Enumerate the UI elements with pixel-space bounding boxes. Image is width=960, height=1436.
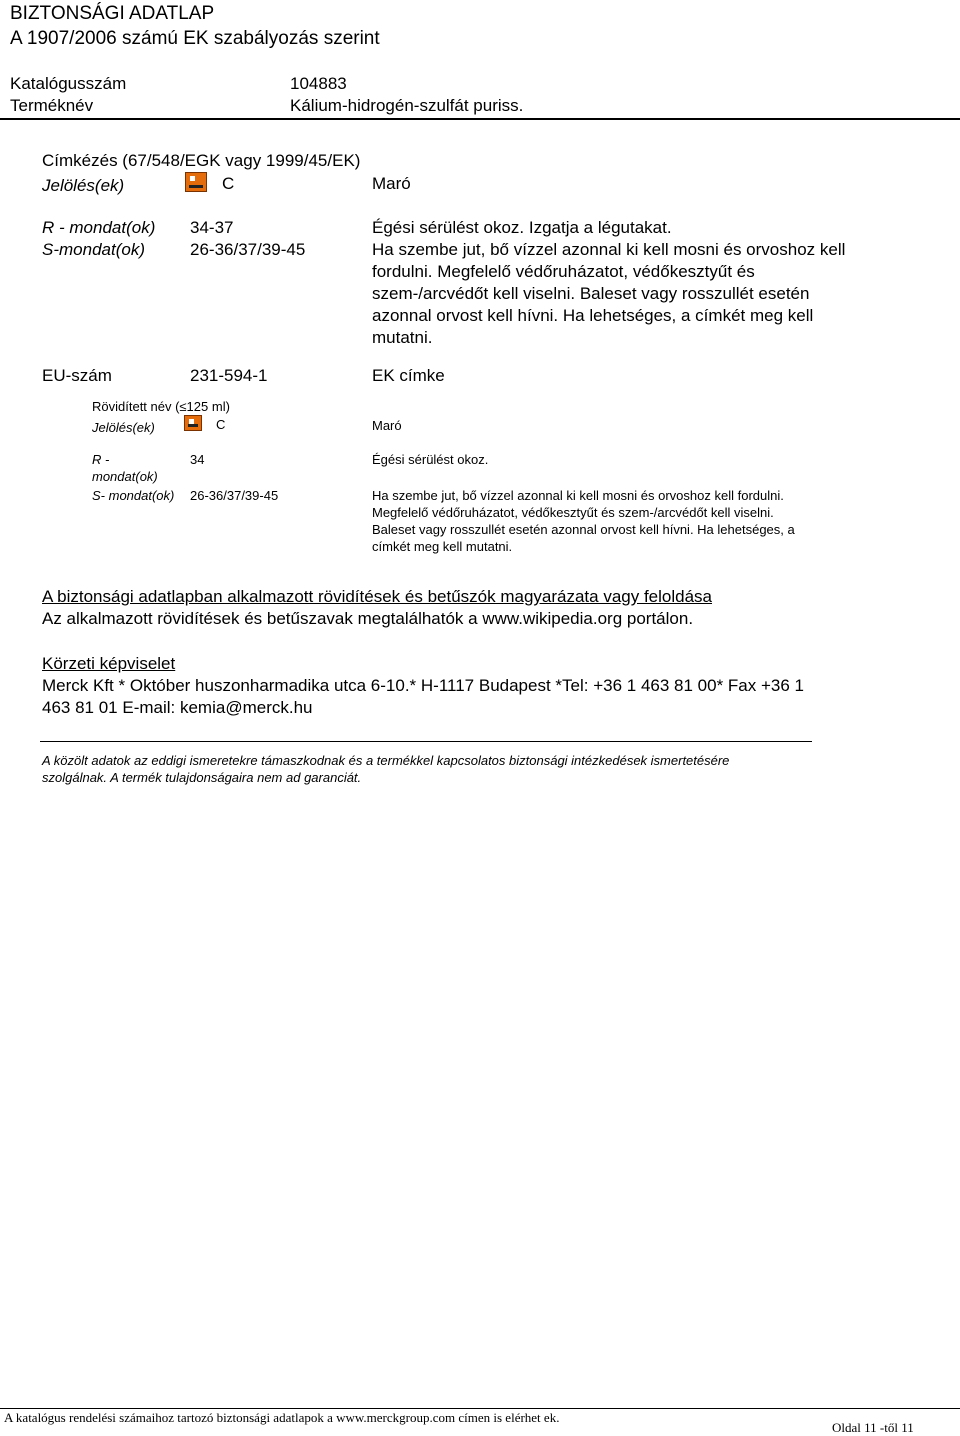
- page-number: Oldal 11 -től 11: [832, 1420, 914, 1435]
- header-divider: [0, 118, 960, 120]
- document-subtitle: A 1907/2006 számú EK szabályozás szerint: [10, 28, 380, 49]
- short-s-phrases-code: 26-36/37/39-45: [190, 488, 279, 503]
- product-name-label: Terméknév: [10, 96, 94, 115]
- s-phrases-label: S-mondat(ok): [42, 240, 145, 259]
- ek-label-heading: EK címke: [372, 366, 445, 385]
- marking-label: Jelölés(ek): [42, 176, 125, 195]
- footer-text: A katalógus rendelési számaihoz tartozó biztonsági adatlapok a www.merckgroup.com címen is elérhet ek.: [4, 1410, 560, 1425]
- marking-text: Maró: [372, 174, 411, 193]
- abbreviations-heading: A biztonsági adatlapban alkalmazott rövidítések és betűszók magyarázata vagy feloldása: [42, 587, 713, 606]
- r-phrases-text: Égési sérülést okoz. Izgatja a légutakat.: [372, 218, 672, 237]
- disclaimer-text: A közölt adatok az eddigi ismeretekre támaszkodnak és a termékkel kapcsolatos biztonsági intézkedések ismertetésére szolgálnak. A termék tulajdonságaira nem ad garanciát.: [42, 753, 730, 785]
- short-label-heading: Rövidített név (≤125 ml): [92, 399, 230, 414]
- r-phrases-code: 34-37: [190, 218, 234, 237]
- document-title: BIZTONSÁGI ADATLAP: [10, 3, 215, 24]
- catalog-number-label: Katalógusszám: [10, 74, 127, 93]
- short-marking-text: Maró: [372, 418, 402, 433]
- marking-code: C: [222, 174, 235, 193]
- short-s-phrases-text: Ha szembe jut, bő vízzel azonnal ki kell mosni és orvoshoz kell fordulni. Megfelelő védőruházatot, védőkesztyűt és szem-/arcvédőt kell viselni. Baleset vagy rosszullét esetén azonnal orvost kell hívni. Ha lehetséges, a címkét meg kell mutatni.: [372, 488, 795, 554]
- short-r-phrases-label: R - mondat(ok): [92, 452, 158, 484]
- catalog-number-value: 104883: [290, 74, 347, 93]
- short-r-phrases-text: Égési sérülést okoz.: [372, 452, 489, 467]
- s-phrases-text: Ha szembe jut, bő vízzel azonnal ki kell mosni és orvoshoz kell fordulni. Megfelelő védőruházatot, védőkesztyűt és szem-/arcvédőt kell viselni. Baleset vagy rosszullét esetén azonnal orvost kell hívni. Ha lehetséges, a címkét meg kell mutatni.: [372, 240, 846, 347]
- representative-text: Merck Kft * Október huszonharmadika utca 6-10.* H-1117 Budapest *Tel: +36 1 463 81 00* Fax +36 1 463 81 01 E-mail: kemia@merck.hu: [42, 676, 804, 717]
- corrosive-hazard-icon: [185, 172, 207, 192]
- s-phrases-code: 26-36/37/39-45: [190, 240, 306, 259]
- abbreviations-text: Az alkalmazott rövidítések és betűszavak megtalálhatók a www.wikipedia.org portálon.: [42, 609, 694, 628]
- footer-divider: [0, 1408, 960, 1409]
- r-phrases-label: R - mondat(ok): [42, 218, 156, 237]
- product-name-value: Kálium-hidrogén-szulfát puriss.: [290, 96, 524, 115]
- short-marking-code: C: [216, 417, 226, 432]
- eu-number-label: EU-szám: [42, 366, 112, 385]
- corrosive-hazard-icon: [184, 415, 202, 431]
- short-s-phrases-label: S- mondat(ok): [92, 488, 175, 503]
- representative-heading: Körzeti képviselet: [42, 654, 176, 673]
- document-header: [0, 0, 960, 120]
- disclaimer-divider: [40, 741, 812, 742]
- short-r-phrases-code: 34: [190, 452, 205, 467]
- labeling-heading: Címkézés (67/548/EGK vagy 1999/45/EK): [42, 151, 361, 170]
- eu-number-value: 231-594-1: [190, 366, 268, 385]
- short-marking-label: Jelölés(ek): [92, 420, 155, 435]
